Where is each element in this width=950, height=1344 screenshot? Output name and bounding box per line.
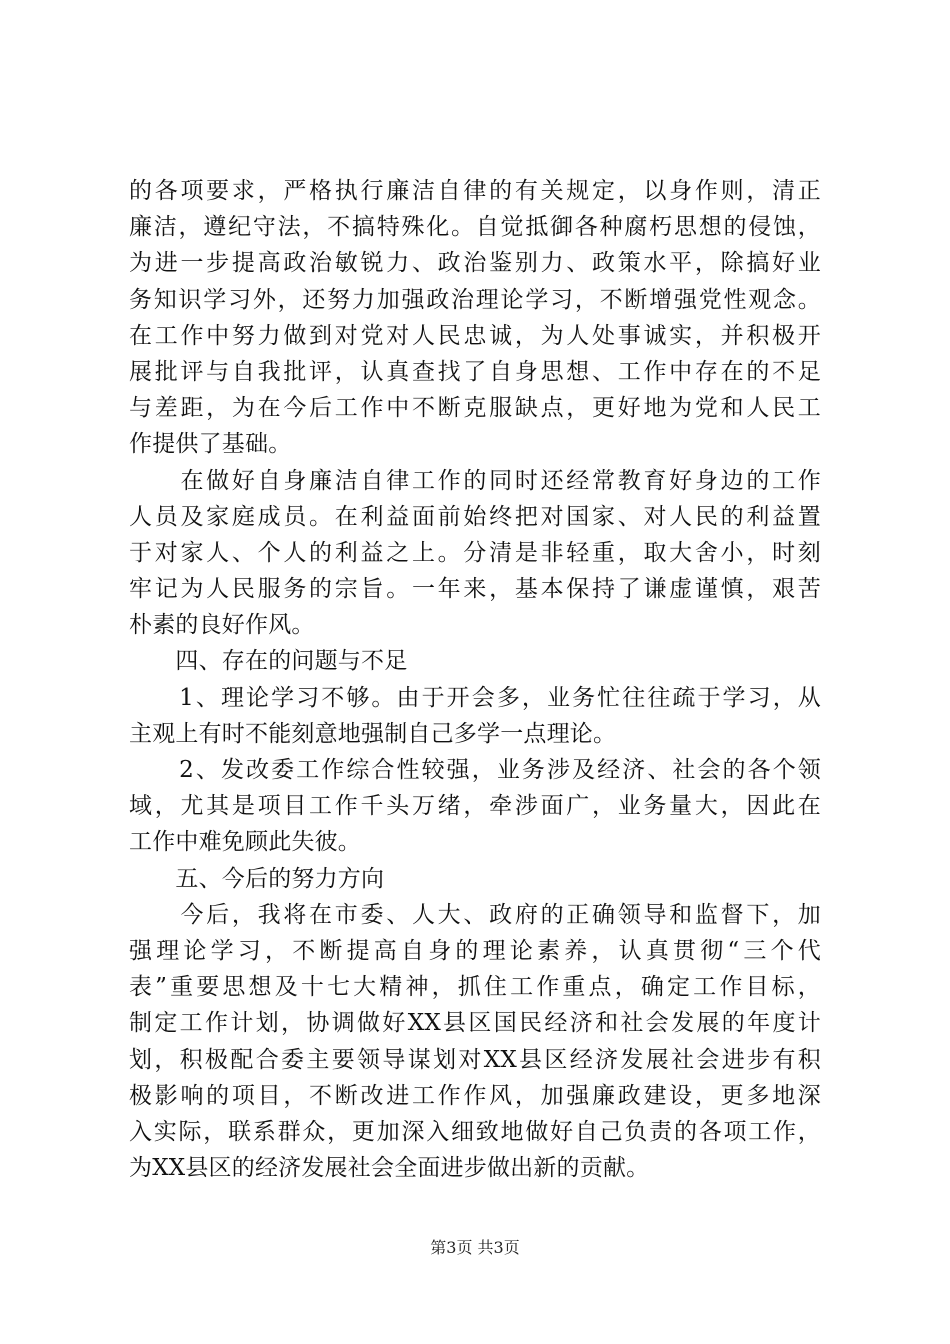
text-line: 为进一步提高政治敏锐力、政治鉴别力、政策水平，除搞好业 [129,250,821,277]
text-line: 入实际，联系群众，更加深入细致地做好自己负责的各项工作， [129,1118,821,1145]
text-line: 域，尤其是项目工作千头万绪，牵涉面广，业务量大，因此在 [129,793,821,820]
text-line: 廉洁，遵纪守法，不搞特殊化。自觉抵御各种腐朽思想的侵蚀， [129,214,821,241]
text-line: 四、存在的问题与不足 [129,648,408,675]
text-line: 展批评与自我批评，认真查找了自身思想、工作中存在的不足 [129,358,821,385]
text-line: 与差距，为在今后工作中不断克服缺点，更好地为党和人民工 [129,395,821,422]
text-line: 五、今后的努力方向 [129,865,385,892]
text-line: 的各项要求，严格执行廉洁自律的有关规定，以身作则，清正 [129,178,821,204]
text-line: 于对家人、个人的利益之上。分清是非轻重，取大舍小，时刻 [129,539,821,566]
text-line: 2、发改委工作综合性较强，业务涉及经济、社会的各个领 [129,757,821,783]
text-line: 强理论学习，不断提高自身的理论素养，认真贯彻“三个代 [129,937,821,964]
text-line: 工作中难免顾此失彼。 [129,829,361,856]
document-body [129,173,821,1186]
text-line: 务知识学习外，还努力加强政治理论学习，不断增强党性观念。 [129,286,821,313]
text-line: 牢记为人民服务的宗旨。一年来，基本保持了谦虚谨慎，艰苦 [129,576,821,603]
text-line: 人员及家庭成员。在利益面前始终把对国家、对人民的利益置 [129,503,821,530]
text-line: 作提供了基础。 [129,431,292,458]
text-line: 主观上有时不能刻意地强制自己多学一点理论。 [129,720,617,747]
text-line: 表”重要思想及十七大精神，抓住工作重点，确定工作目标， [129,974,821,1001]
text-line: 1、理论学习不够。由于开会多，业务忙往往疏于学习，从 [129,684,821,711]
text-line: 为XX县区的经济发展社会全面进步做出新的贡献。 [129,1155,650,1182]
text-line: 朴素的良好作风。 [129,612,315,639]
text-line: 制定工作计划，协调做好XX县区国民经济和社会发展的年度计 [129,1010,821,1037]
text-line: 今后，我将在市委、人大、政府的正确领导和监督下，加 [129,901,821,928]
text-line: 在工作中努力做到对党对人民忠诚，为人处事诚实，并积极开 [129,322,821,349]
text-line: 在做好自身廉洁自律工作的同时还经常教育好身边的工作 [129,467,821,494]
page-footer: 第3页 共3页 [430,1238,520,1257]
text-line: 划，积极配合委主要领导谋划对XX县区经济发展社会进步有积 [129,1046,821,1073]
text-line: 极影响的项目，不断改进工作作风，加强廉政建设，更多地深 [129,1082,821,1109]
